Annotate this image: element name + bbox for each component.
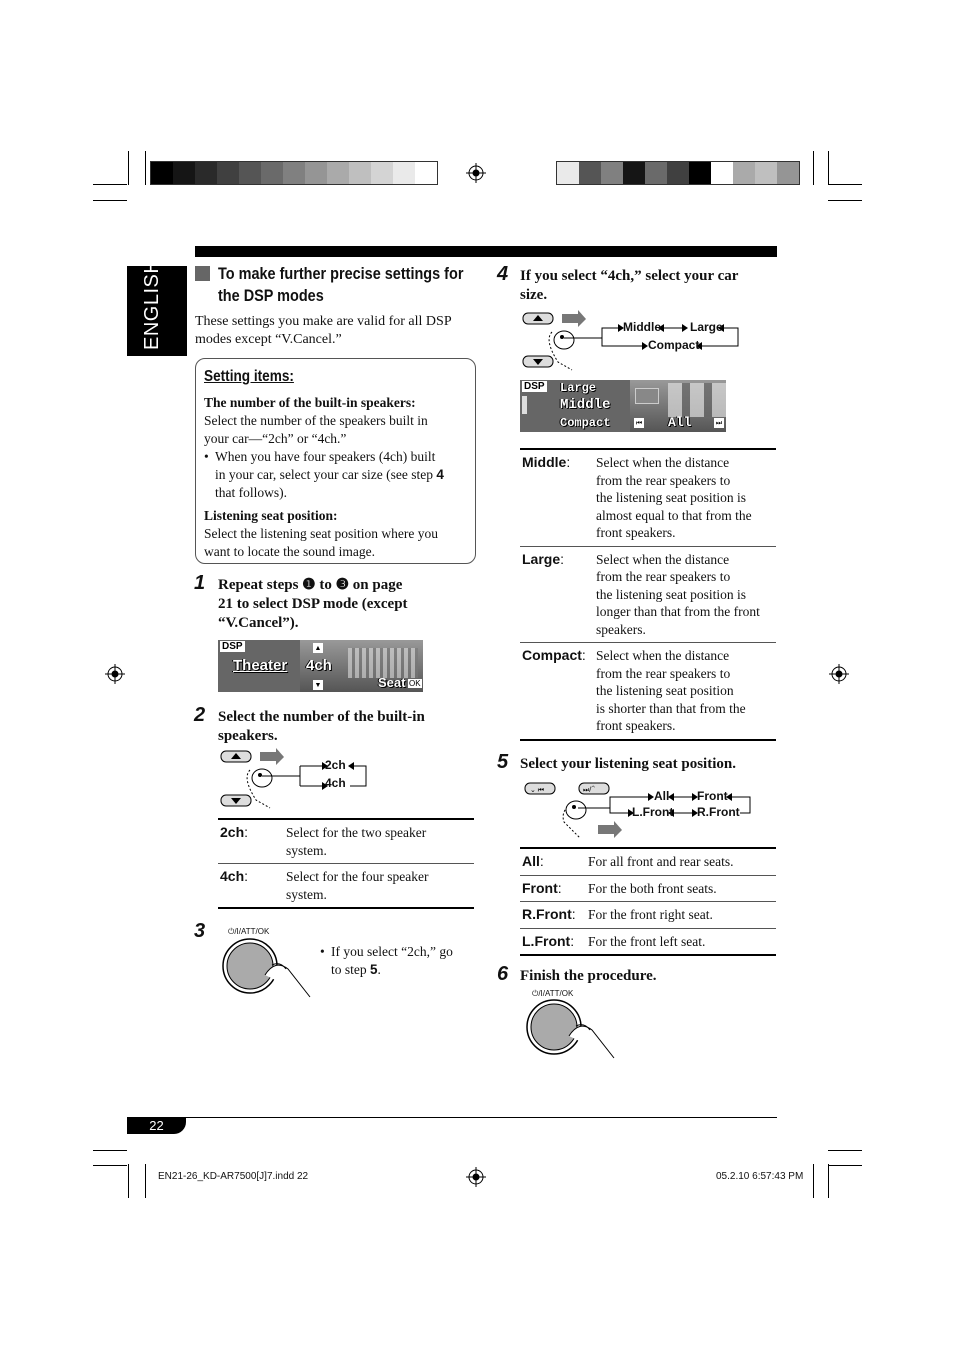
step5-instruction: Select your listening seat position. — [520, 756, 736, 772]
language-tab: ENGLISH — [127, 266, 187, 356]
section-bullet — [195, 266, 210, 281]
down-arrow-icon: ▼ — [314, 681, 322, 689]
color-calibration-bar-left — [150, 161, 438, 185]
table-row: All: For all front and rear seats. — [520, 848, 776, 875]
car-icon — [635, 388, 659, 404]
power-knob-icon — [524, 998, 624, 1063]
registration-mark-icon — [829, 664, 849, 684]
setting-items-heading: Setting items: — [204, 368, 294, 385]
next-track-icon: ⏭ — [715, 419, 723, 427]
table-row: Front: For the both front seats. — [520, 875, 776, 902]
footer-file: EN21-26_KD-AR7500[J]7.indd 22 — [158, 1171, 309, 1182]
lcd-display-step1: DSP Theater 4ch ▲ ▼ Seat OK — [218, 640, 423, 692]
step4-instruction: If you select “4ch,” select your car size. — [520, 268, 739, 303]
step2-instruction: Select the number of the built-in speakers. — [218, 709, 425, 744]
top-rule — [195, 246, 777, 257]
step-number: 4 — [497, 263, 509, 285]
registration-mark-icon — [105, 664, 125, 684]
color-calibration-bar-right — [556, 161, 800, 185]
setting-items-content: Setting items: The number of the built-in speakers: Select the number of the speakers built in your car—“2ch” or “4ch.” • When you have four speakers (4ch) built in your car, select your car size (see step 4 that follows). Listening seat position: Select the listening seat position where you want to locate the sound image. — [204, 368, 444, 559]
car-size-table — [520, 448, 776, 741]
step-number: 3 — [194, 920, 206, 942]
footer-date: 05.2.10 6:57:43 PM — [716, 1171, 804, 1182]
table-row: L.Front: For the front left seat. — [520, 928, 776, 955]
table-row: 2ch: Select for the two speaker system. — [218, 819, 474, 864]
power-knob-icon — [220, 937, 320, 1002]
table-row: Large: Select when the distance from the rear speakers to the listening seat position is longer than that from the front speakers. — [520, 546, 776, 643]
step-number: 1 — [194, 572, 206, 594]
step-number: 2 — [194, 704, 206, 726]
table-row: 4ch: Select for the four speaker system. — [218, 864, 474, 909]
up-arrow-icon: ▲ — [314, 644, 322, 652]
speakers-options-table — [218, 818, 474, 909]
bottom-rule — [127, 1117, 777, 1118]
button-label: ⏻/I/ATT/OK — [228, 927, 270, 936]
svg-text:⌄ ⏮: ⌄ ⏮ — [530, 787, 545, 794]
table-row: R.Front: For the front right seat. — [520, 902, 776, 929]
step-number: 5 — [497, 751, 509, 773]
svg-text:⏭/⌃: ⏭/⌃ — [583, 787, 596, 794]
step2-button-diagram — [218, 748, 378, 810]
lcd-display-step4: DSP Large Middle Compact All ⏮ ⏭ — [520, 380, 726, 432]
seat-icons — [668, 383, 726, 417]
section-title: To make further precise settings for the DSP modes — [218, 264, 464, 305]
table-row: Compact: Select when the distance from the rear speakers to the listening seat position is shorter than that from the front speakers. — [520, 643, 776, 740]
seat-position-table — [520, 847, 776, 956]
registration-mark-icon — [466, 1167, 486, 1187]
registration-mark-icon — [466, 163, 486, 183]
step6-instruction: Finish the procedure. — [520, 968, 657, 984]
button-label: ⏻/I/ATT/OK — [532, 989, 574, 998]
step3-note: • If you select “2ch,” go to step 5. — [320, 944, 453, 977]
table-row: Middle: Select when the distance from the rear speakers to the listening seat position is almost equal to that from the front speakers. — [520, 449, 776, 546]
section-intro: These settings you make are valid for all DSP modes except “V.Cancel.” — [195, 314, 452, 347]
step-number: 6 — [497, 963, 509, 985]
prev-track-icon: ⏮ — [635, 419, 643, 427]
step1-instruction: Repeat steps ❶ to ❸ on page 21 to select DSP mode (except “V.Cancel”). — [218, 577, 408, 631]
page-number: 22 — [127, 1117, 186, 1134]
